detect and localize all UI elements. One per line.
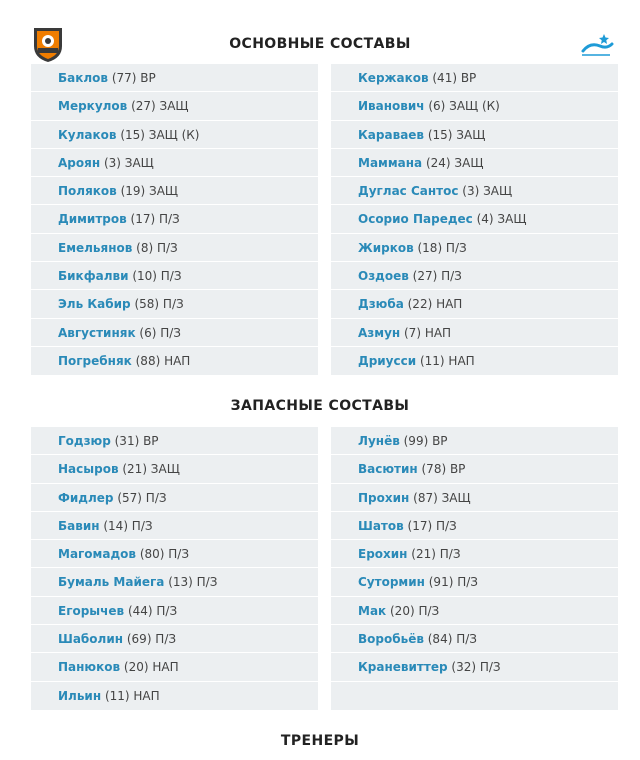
- player-number-position: (78) ВР: [417, 462, 466, 477]
- player-name-link[interactable]: Погребняк: [58, 353, 132, 368]
- player-number-position: (44) П/З: [124, 603, 178, 618]
- player-row: [31, 568, 318, 596]
- player-row: [331, 262, 618, 290]
- home-subs-list: [31, 427, 318, 710]
- player-name-link[interactable]: Насыров: [58, 462, 119, 477]
- player-row: [31, 427, 318, 455]
- player-name-link[interactable]: Бумаль Майега: [58, 575, 165, 590]
- player-number-position: (17) П/З: [403, 518, 457, 533]
- player-number-position: (99) ВР: [399, 434, 448, 448]
- player-name-link[interactable]: Бавин: [58, 518, 100, 533]
- player-row: [331, 512, 618, 540]
- player-name-link[interactable]: Дзюба: [358, 297, 404, 312]
- player-number-position: (4) ЗАЩ: [472, 212, 527, 227]
- player-row: [31, 121, 318, 149]
- player-name-link[interactable]: Димитров: [58, 212, 127, 227]
- player-name-link[interactable]: Меркулов: [58, 99, 128, 114]
- player-number-position: (11) НАП: [101, 688, 160, 703]
- player-number-position: (3) ЗАЩ: [100, 155, 154, 170]
- player-name-link[interactable]: Прохин: [358, 490, 410, 505]
- player-number-position: (77) ВР: [108, 71, 156, 85]
- player-row: [331, 625, 618, 653]
- player-row: [331, 290, 618, 318]
- player-row: [31, 484, 318, 512]
- player-row: [31, 682, 318, 710]
- player-row: [31, 540, 318, 568]
- player-number-position: (22) НАП: [403, 297, 463, 312]
- player-row: [331, 653, 618, 681]
- player-number-position: (8) П/З: [132, 240, 178, 255]
- player-name-link[interactable]: Кулаков: [58, 127, 117, 142]
- player-row: [331, 319, 618, 347]
- player-name-link[interactable]: Воробьёв: [358, 632, 424, 647]
- player-row: [31, 92, 318, 120]
- player-row: [31, 625, 318, 653]
- player-number-position: (11) НАП: [416, 353, 475, 368]
- player-name-link[interactable]: Дриусси: [358, 353, 417, 368]
- player-number-position: (21) П/З: [407, 547, 461, 562]
- player-name-link[interactable]: Ерохин: [358, 547, 408, 562]
- player-name-link[interactable]: Дуглас Сантос: [358, 184, 459, 199]
- player-row: [31, 234, 318, 262]
- player-number-position: (80) П/З: [136, 547, 190, 562]
- player-name-link[interactable]: Жирков: [358, 240, 414, 255]
- player-number-position: (88) НАП: [131, 353, 191, 368]
- player-name-link[interactable]: Васютин: [358, 462, 418, 477]
- away-starting-list: [331, 64, 618, 375]
- player-number-position: (6) ЗАЩ (К): [424, 99, 500, 114]
- away-subs-list: [331, 427, 618, 710]
- home-starting-list: [31, 64, 318, 375]
- player-row: [331, 455, 618, 483]
- player-number-position: (21) ЗАЩ: [118, 462, 180, 477]
- player-row: [31, 347, 318, 375]
- player-row: [331, 540, 618, 568]
- player-row: [331, 347, 618, 375]
- player-row: [31, 149, 318, 177]
- player-number-position: (10) П/З: [128, 269, 182, 284]
- player-number-position: (14) П/З: [99, 518, 153, 533]
- player-row: [331, 121, 618, 149]
- player-name-link[interactable]: Азмун: [358, 325, 401, 340]
- player-number-position: (20) НАП: [120, 660, 179, 675]
- player-number-position: (15) ЗАЩ: [424, 127, 486, 142]
- player-row: [31, 319, 318, 347]
- section-title-coaches: ТРЕНЕРЫ: [280, 733, 360, 749]
- player-number-position: (17) П/З: [126, 212, 180, 227]
- player-row: [331, 427, 618, 455]
- player-name-link[interactable]: Осорио Паредес: [358, 212, 473, 227]
- player-name-link[interactable]: Краневиттер: [358, 660, 448, 675]
- player-row: [331, 568, 618, 596]
- player-number-position: (87) ЗАЩ: [409, 490, 471, 505]
- player-number-position: (91) П/З: [424, 575, 478, 590]
- player-name-link[interactable]: Шатов: [358, 518, 404, 533]
- empty-row: [331, 682, 618, 710]
- player-number-position: (84) П/З: [423, 632, 477, 647]
- player-name-link[interactable]: Егорычев: [58, 603, 125, 618]
- player-number-position: (19) ЗАЩ: [116, 184, 179, 199]
- player-number-position: (3) ЗАЩ: [458, 184, 513, 199]
- player-row: [31, 205, 318, 233]
- player-number-position: (57) П/З: [113, 490, 167, 505]
- section-title-starting: ОСНОВНЫЕ СОСТАВЫ: [229, 36, 411, 52]
- player-number-position: (27) П/З: [408, 269, 462, 284]
- player-row: [331, 92, 618, 120]
- player-number-position: (24) ЗАЩ: [422, 155, 484, 170]
- player-name-link[interactable]: Августиняк: [58, 325, 136, 340]
- player-row: [31, 290, 318, 318]
- player-name-link[interactable]: Мак: [358, 603, 387, 618]
- player-name-link[interactable]: Кержаков: [358, 71, 429, 85]
- player-name-link[interactable]: Ильин: [58, 688, 102, 703]
- player-name-link[interactable]: Иванович: [358, 99, 425, 114]
- player-name-link[interactable]: Бикфалви: [58, 269, 129, 284]
- player-name-link[interactable]: Поляков: [58, 184, 117, 199]
- player-row: [331, 234, 618, 262]
- player-name-link[interactable]: Маммана: [358, 155, 423, 170]
- player-name-link[interactable]: Ароян: [58, 155, 101, 170]
- player-row: [31, 177, 318, 205]
- player-name-link[interactable]: Емельянов: [58, 240, 133, 255]
- player-row: [331, 484, 618, 512]
- player-number-position: (20) П/З: [386, 603, 440, 618]
- player-row: [31, 455, 318, 483]
- player-row: [331, 149, 618, 177]
- player-number-position: (15) ЗАЩ (К): [116, 127, 200, 142]
- player-name-link[interactable]: Лунёв: [358, 434, 400, 448]
- player-name-link[interactable]: Панюков: [58, 660, 121, 675]
- player-name-link[interactable]: Эль Кабир: [58, 297, 131, 312]
- player-number-position: (7) НАП: [400, 325, 452, 340]
- player-row: [31, 597, 318, 625]
- player-row: [331, 64, 618, 92]
- player-row: [331, 177, 618, 205]
- section-title-subs: ЗАПАСНЫЕ СОСТАВЫ: [230, 398, 410, 414]
- player-name-link[interactable]: Шаболин: [58, 632, 124, 647]
- player-name-link[interactable]: Магомадов: [58, 547, 136, 562]
- player-name-link[interactable]: Караваев: [358, 127, 425, 142]
- player-number-position: (32) П/З: [447, 660, 501, 675]
- player-row: [331, 205, 618, 233]
- player-name-link[interactable]: Фидлер: [58, 490, 114, 505]
- player-name-link[interactable]: Баклов: [58, 71, 109, 85]
- player-row: [31, 262, 318, 290]
- player-number-position: (69) П/З: [123, 632, 177, 647]
- player-name-link[interactable]: Годзюр: [58, 434, 111, 448]
- player-number-position: (6) П/З: [135, 325, 181, 340]
- player-number-position: (18) П/З: [413, 240, 467, 255]
- player-row: [31, 64, 318, 92]
- player-name-link[interactable]: Сутормин: [358, 575, 425, 590]
- player-name-link[interactable]: Оздоев: [358, 269, 409, 284]
- player-number-position: (13) П/З: [164, 575, 218, 590]
- player-number-position: (27) ЗАЩ: [127, 99, 189, 114]
- player-number-position: (31) ВР: [110, 434, 159, 448]
- player-row: [31, 512, 318, 540]
- player-number-position: (58) П/З: [130, 297, 184, 312]
- player-number-position: (41) ВР: [428, 71, 477, 85]
- player-row: [331, 597, 618, 625]
- player-row: [31, 653, 318, 681]
